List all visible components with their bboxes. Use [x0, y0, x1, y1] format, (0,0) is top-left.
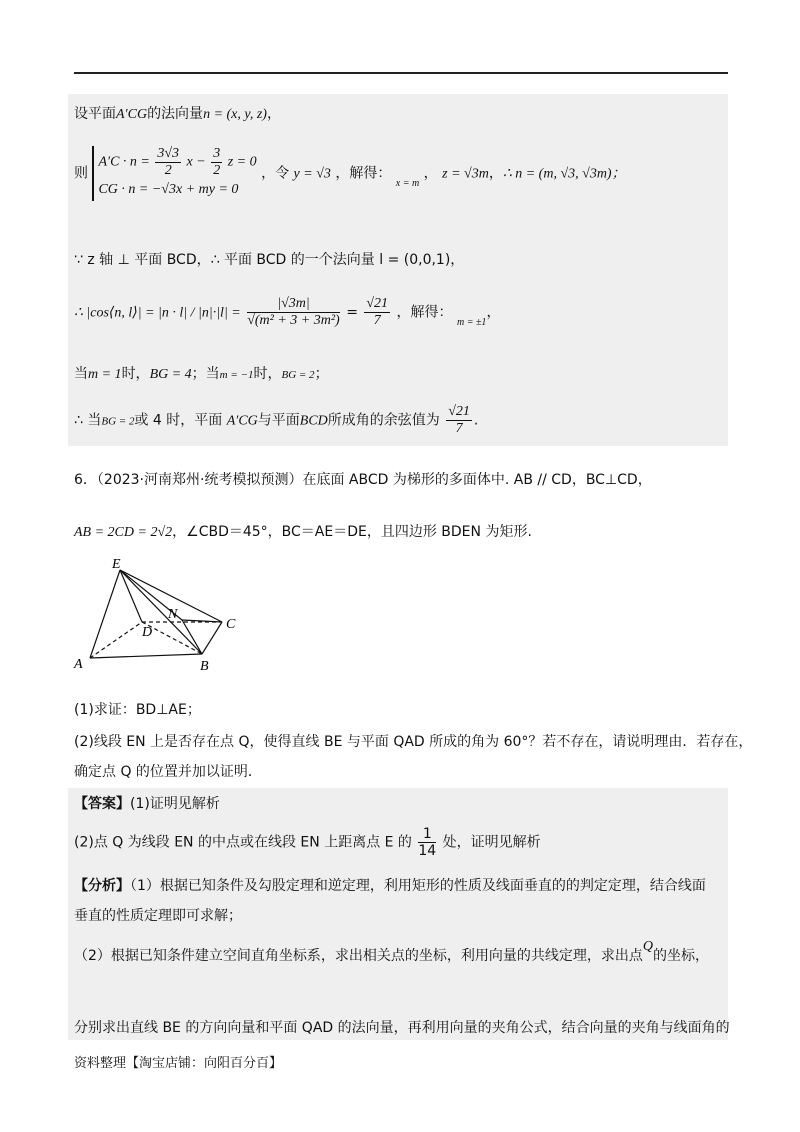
header-rule [74, 72, 728, 74]
analysis-line-1: 【分析】（1）根据已知条件及勾股定理和逆定理，利用矩形的性质及线面垂直的的判定定理，结合线面 [74, 878, 706, 894]
analysis-line-4: 分别求出直线 BE 的方向向量和平面 QAD 的法向量，再利用向量的夹角公式，结合向量的夹角与线面角的 [74, 1020, 730, 1036]
analysis-line-2: 垂直的性质定理即可求解； [74, 908, 242, 924]
problem-statement-1: 6．（2023·河南郑州·统考模拟预测）在底面 ABCD 为梯形的多面体中. AB // CD，BC⊥CD， [74, 472, 652, 488]
question-2a: (2)线段 EN 上是否存在点 Q，使得直线 BE 与平面 QAD 所成的角为 60°？若不存在，请说明理由．若存在， [74, 734, 753, 750]
question-2b: 确定点 Q 的位置并加以证明． [74, 764, 262, 780]
answer-line-2: (2)点 Q 为线段 EN 的中点或在线段 EN 上距离点 E 的 $\frac{1}{14}$ 处，证明见解析 [74, 826, 541, 859]
analysis-line-3: （2）根据已知条件建立空间直角坐标系，求出相关点的坐标，利用向量的共线定理，求出点Q的坐标， [74, 939, 710, 964]
label-C: C [226, 617, 236, 632]
solution-line-6: ∴ 当BG = 2或 4 时，平面 A′CG与平面BCD所成角的余弦值为 $\frac{√21}{7}$ . [74, 404, 479, 436]
solution-line-1: 设平面A′CG的法向量n = (x, y, z)， [74, 106, 281, 122]
question-1: (1)求证：BD⊥AE； [74, 702, 201, 718]
label-D: D [142, 625, 153, 640]
label-A: A [74, 657, 83, 672]
solution-line-5: 当m = 1时，BG = 4；当m = −1时，BG = 2； [74, 366, 329, 382]
equation-system: A′C · n = $\frac{3√3}{2}$ x − $\frac{3}{2}$ z = 0 CG · n = −√3x + my = 0 [92, 146, 256, 201]
solution-line-2: 则 A′C · n = $\frac{3√3}{2}$ x − $\frac{3}{2}$ z = 0 CG · n = −√3x + my = 0 ，令 y = √3 ，解得： $_{x = m}$ ， z = √3m，∴ n = (m, √3, √3m)； [74, 146, 626, 201]
label-E: E [112, 558, 121, 572]
problem-statement-2: AB = 2CD = 2√2，∠CBD＝45°，BC＝AE＝DE，且四边形 BDEN 为矩形. [74, 524, 532, 540]
polyhedron-figure [70, 558, 270, 678]
footer-text: 资料整理【淘宝店铺：向阳百分百】 [74, 1056, 283, 1071]
label-B: B [200, 659, 209, 674]
answer-line-1: 【答案】(1)证明见解析 [74, 796, 220, 812]
solution-line-3: ∵ z 轴 ⊥ 平面 BCD，∴ 平面 BCD 的一个法向量 l = (0,0,1)， [74, 252, 465, 268]
solution-line-4: ∴ |cos⟨n, l⟩| = |n · l| / |n|·|l| = $\frac{|√3m|}{\text{√(m² + 3 + 3m²)}}$ = $\frac{√21}{7}$ ，解得： $_{m = \pm 1}$， [74, 296, 501, 328]
label-N: N [168, 607, 178, 622]
